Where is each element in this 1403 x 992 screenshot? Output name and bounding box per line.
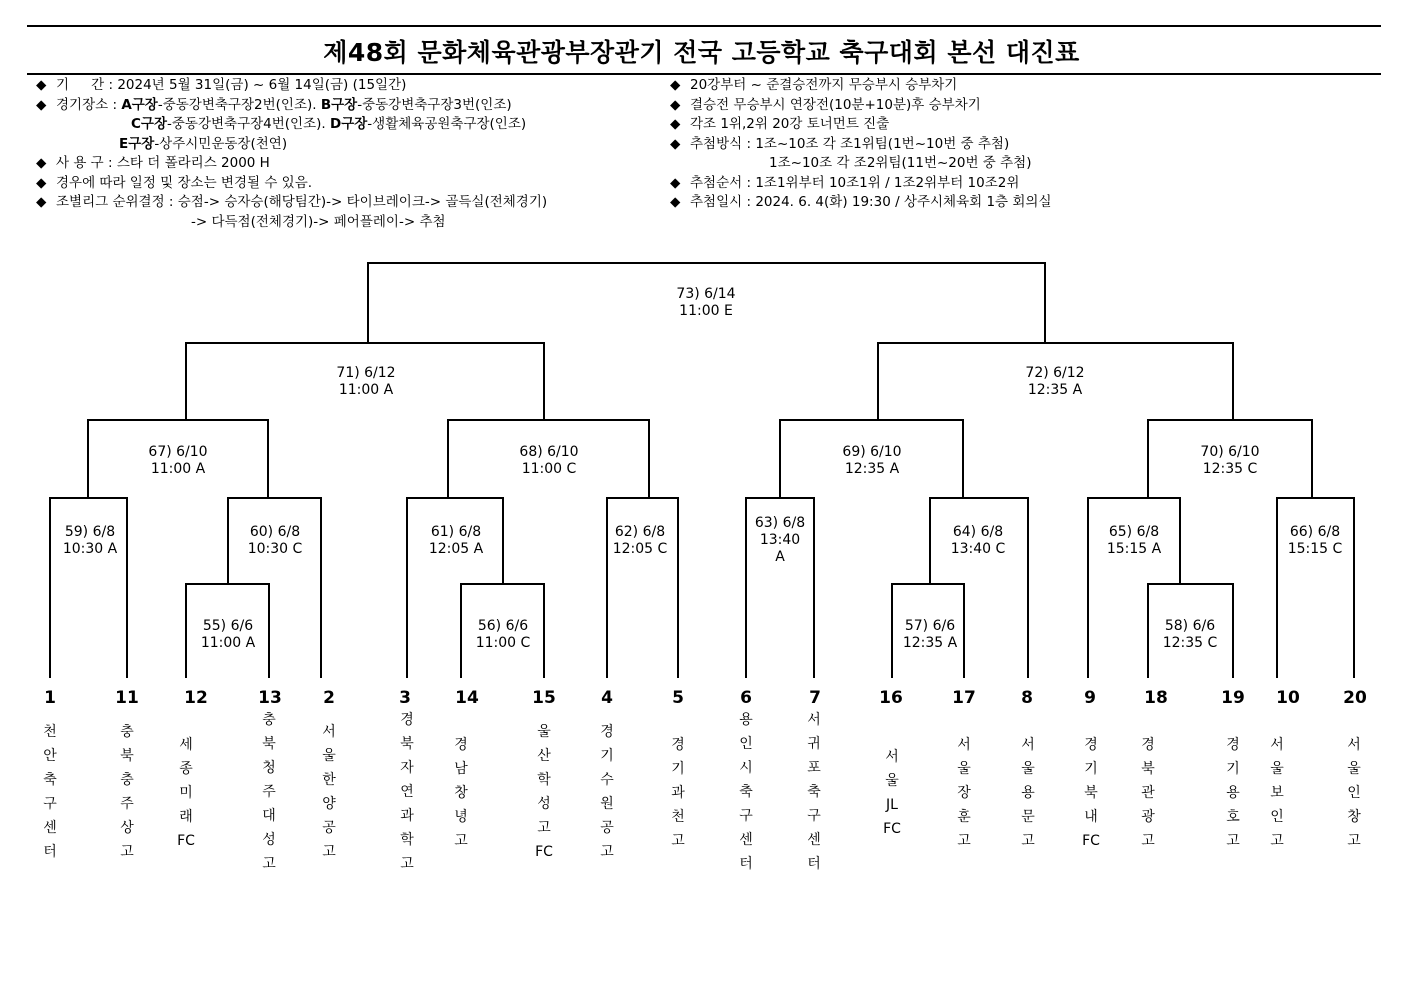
team-name-char: 북 [120, 748, 134, 764]
seed-number: 6 [740, 688, 752, 708]
team-name-char: 용 [739, 712, 753, 728]
match-time-venue: 12:35 C [1202, 461, 1258, 477]
team-name-char: 축 [739, 784, 753, 800]
team-name-char: 구 [739, 808, 753, 824]
diamond-icon: ◆ [670, 194, 681, 210]
team-name-char: 충 [120, 772, 134, 788]
team-name-char: 호 [1226, 809, 1240, 825]
match-number-date: 56) 6/6 [477, 618, 529, 634]
team-name-char: 광 [1141, 809, 1155, 825]
info-notice: ◆ 경우에 따라 일정 및 장소는 변경될 수 있음. [36, 174, 547, 194]
team-name [1133, 733, 1163, 853]
info-draw-date: ◆ 추첨일시 : 2024. 6. 4(화) 19:30 / 상주시체육회 1층 회의실 [670, 193, 1052, 213]
team-name [1339, 733, 1369, 853]
team-name-char: 울 [322, 748, 336, 764]
team-name-char: 축 [43, 772, 57, 788]
info-advance: ◆ 각조 1위,2위 20강 토너먼트 진출 [670, 115, 1052, 135]
team-name-char: 문 [1021, 809, 1035, 825]
team-name-char: 고 [671, 833, 685, 849]
team-name-char: 고 [120, 844, 134, 860]
match-time-venue: 11:00 C [475, 635, 531, 651]
team-name-char: 서 [1270, 737, 1284, 753]
seed-number: 9 [1084, 688, 1096, 708]
team-name-char: 용 [1021, 785, 1035, 801]
info-shootout: ◆ 20강부터 ~ 준결승전까지 무승부시 승부차기 [670, 76, 1052, 96]
team-name-char: 센 [43, 820, 57, 836]
team-name-char: 창 [1347, 809, 1361, 825]
match-time-venue: 15:15 A [1106, 541, 1162, 557]
team-name-char: 서 [322, 724, 336, 740]
info-venues: ◆ 경기장소 : A구장-중동강변축구장2번(인조). B구장-중동강변축구장3번(인조) [36, 96, 547, 116]
team-name-char: FC [1082, 833, 1100, 849]
match-time-venue: 11:00 A [200, 635, 256, 651]
match-time-venue: 12:05 C [612, 541, 668, 557]
info-venues-line2: C구장-중동강변축구장4번(인조). D구장-생활체육공원축구장(인조) [131, 116, 527, 132]
seed-number: 5 [672, 688, 684, 708]
seed-number: 19 [1221, 688, 1245, 708]
team-name-char: 경 [1084, 737, 1098, 753]
team-name-char: 경 [454, 737, 468, 753]
seed-number: 4 [601, 688, 613, 708]
match-number-date: 72) 6/12 [1025, 365, 1085, 381]
team-name-char: 울 [537, 724, 551, 740]
team-name-char: 충 [120, 724, 134, 740]
diamond-icon: ◆ [36, 194, 47, 210]
match-number-date: 64) 6/8 [952, 524, 1004, 540]
match-time-venue: 12:35 A [1027, 382, 1083, 398]
seed-number: 1 [44, 688, 56, 708]
team-name-char: 울 [1347, 761, 1361, 777]
team-name-char: 한 [322, 772, 336, 788]
team-name-char: 기 [1226, 761, 1240, 777]
match-time-venue: 15:15 C [1287, 541, 1343, 557]
team-name-char: JL [886, 797, 898, 813]
team-name [1218, 733, 1248, 853]
team-name-char: 공 [600, 820, 614, 836]
team-name-char: 고 [957, 833, 971, 849]
match-number-date: 68) 6/10 [519, 444, 579, 460]
team-name-char: 남 [454, 761, 468, 777]
team-name-char: 경 [1141, 737, 1155, 753]
diamond-icon: ◆ [36, 155, 47, 171]
team-name-char: 울 [957, 761, 971, 777]
match-number-date: 60) 6/8 [249, 524, 301, 540]
match-time-venue: 11:00 C [521, 461, 577, 477]
diamond-icon: ◆ [670, 96, 681, 113]
team-name-char: 귀 [807, 736, 821, 752]
team-name-char: 북 [1084, 785, 1098, 801]
team-name-char: 창 [454, 785, 468, 801]
team-name-char: 청 [262, 760, 276, 776]
team-name [949, 733, 979, 853]
team-name-char: 고 [400, 856, 414, 872]
team-name-char: 축 [807, 784, 821, 800]
team-name [799, 708, 829, 876]
team-name-char: 고 [1270, 833, 1284, 849]
team-name-char: 고 [1347, 833, 1361, 849]
team-name-char: 울 [885, 773, 899, 789]
team-name-char: 안 [43, 748, 57, 764]
team-name-char: 학 [537, 772, 551, 788]
team-name [877, 745, 907, 841]
team-name-char: 미 [179, 785, 193, 801]
team-name-char: 경 [671, 737, 685, 753]
team-name-char: 기 [600, 748, 614, 764]
team-name-char: 고 [1021, 833, 1035, 849]
team-name-char: 보 [1270, 785, 1284, 801]
match-number-date: 66) 6/8 [1289, 524, 1341, 540]
team-name-char: 서 [1347, 737, 1361, 753]
team-name-char: 상 [120, 820, 134, 836]
team-name-char: 수 [600, 772, 614, 788]
info-final-rule: ◆ 결승전 무승부시 연장전(10분+10분)후 승부차기 [670, 96, 1052, 116]
team-name-char: 세 [179, 737, 193, 753]
team-name-char: 센 [739, 832, 753, 848]
diamond-icon: ◆ [36, 174, 47, 191]
team-name [254, 708, 284, 876]
team-name [1262, 733, 1292, 853]
team-name-char: 터 [43, 844, 57, 860]
match-venue: A [775, 549, 785, 565]
team-name [314, 720, 344, 864]
team-name-char: 구 [807, 808, 821, 824]
team-name-char: 서 [1021, 737, 1035, 753]
team-name-char: 북 [262, 736, 276, 752]
match-time-venue: 13:40 C [950, 541, 1006, 557]
match-time-venue: 11:00 A [338, 382, 394, 398]
match-number-date: 71) 6/12 [336, 365, 396, 381]
info-venues-line3: E구장-상주시민운동장(천연) [119, 135, 288, 152]
seed-number: 16 [879, 688, 903, 708]
seed-number: 3 [399, 688, 411, 708]
team-name-char: 경 [400, 712, 414, 728]
info-ball: ◆ 사 용 구 : 스타 더 폴라리스 2000 H [36, 154, 547, 174]
seed-number: 13 [258, 688, 282, 708]
match-number-date: 57) 6/6 [904, 618, 956, 634]
match-time-venue: 12:35 A [844, 461, 900, 477]
team-name [35, 720, 65, 864]
diamond-icon: ◆ [36, 96, 47, 113]
team-name-char: 기 [671, 761, 685, 777]
info-draw-method: ◆ 추첨방식 : 1조~10조 각 조1위팀(1번~10번 중 추첨) [670, 135, 1052, 155]
team-name-char: 울 [1021, 761, 1035, 777]
team-name-char: 센 [807, 832, 821, 848]
match-number-date: 67) 6/10 [148, 444, 208, 460]
team-name-char: 용 [1226, 785, 1240, 801]
team-name-char: 내 [1084, 809, 1098, 825]
diamond-icon: ◆ [670, 174, 681, 191]
team-name-char: 녕 [454, 809, 468, 825]
match-time-venue: 12:05 A [428, 541, 484, 557]
match-number-date: 58) 6/6 [1164, 618, 1216, 634]
team-name [446, 733, 476, 853]
team-name-char: 서 [957, 737, 971, 753]
seed-number: 15 [532, 688, 556, 708]
team-name-char: 터 [807, 856, 821, 872]
team-name-char: 시 [739, 760, 753, 776]
team-name-char: 공 [322, 820, 336, 836]
info-ranking-line2: -> 다득점(전체경기)-> 페어플레이-> 추첨 [191, 213, 446, 230]
team-name-char: 천 [43, 724, 57, 740]
match-number-date: 55) 6/6 [202, 618, 254, 634]
seed-number: 11 [115, 688, 139, 708]
team-name-char: 학 [400, 832, 414, 848]
match-time-venue: 11:00 E [679, 303, 733, 319]
team-name-char: 관 [1141, 785, 1155, 801]
team-name-char: 과 [400, 808, 414, 824]
seed-number: 17 [952, 688, 976, 708]
team-name-char: 연 [400, 784, 414, 800]
team-name-char: 성 [537, 796, 551, 812]
seed-number: 18 [1144, 688, 1168, 708]
team-name-char: 성 [262, 832, 276, 848]
team-name [171, 733, 201, 853]
team-name-char: 인 [1347, 785, 1361, 801]
team-name-char: 고 [454, 833, 468, 849]
team-name-char: 산 [537, 748, 551, 764]
match-number-date: 59) 6/8 [64, 524, 116, 540]
match-number-date: 69) 6/10 [842, 444, 902, 460]
team-name-char: 고 [600, 844, 614, 860]
team-name-char: 훈 [957, 809, 971, 825]
page-title: 제48회 문화체육관광부장관기 전국 고등학교 축구대회 본선 대진표 [323, 38, 1080, 67]
info-ranking: ◆ 조별리그 순위결정 : 승점-> 승자승(해당팀간)-> 타이브레이크-> 골득실(전체경기) [36, 193, 547, 213]
team-name [112, 720, 142, 864]
match-number-date: 63) 6/8 [754, 515, 806, 531]
diamond-icon: ◆ [670, 77, 681, 93]
team-name-char: 래 [179, 809, 193, 825]
team-name-char: 주 [120, 796, 134, 812]
team-name-char: FC [177, 833, 195, 849]
team-name-char: 종 [179, 761, 193, 777]
seed-number: 14 [455, 688, 479, 708]
team-name-char: 인 [1270, 809, 1284, 825]
team-name-char: 대 [262, 808, 276, 824]
team-name-char: 고 [1141, 833, 1155, 849]
info-period: ◆ 기 간 : 2024년 5월 31일(금) ~ 6월 14일(금) (15일간) [36, 76, 547, 96]
team-name-char: 기 [1084, 761, 1098, 777]
team-name-char: FC [883, 821, 901, 837]
match-number-date: 62) 6/8 [614, 524, 666, 540]
team-name-char: 양 [322, 796, 336, 812]
info-draw-order: ◆ 추첨순서 : 1조1위부터 10조1위 / 1조2위부터 10조2위 [670, 174, 1052, 194]
seed-number: 12 [184, 688, 208, 708]
diamond-icon: ◆ [36, 77, 47, 93]
info-draw-method-line2: 1조~10조 각 조2위팀(11번~20번 중 추첨) [769, 155, 1032, 171]
team-name-char: 주 [262, 784, 276, 800]
team-name-char: 경 [600, 724, 614, 740]
team-name [663, 733, 693, 853]
match-time-venue: 13:40 [759, 532, 801, 548]
team-name-char: 터 [739, 856, 753, 872]
match-time-venue: 11:00 A [150, 461, 206, 477]
seed-number: 8 [1021, 688, 1033, 708]
match-time-venue: 12:35 A [902, 635, 958, 651]
team-name [731, 708, 761, 876]
team-name-char: 충 [262, 712, 276, 728]
seed-number: 7 [809, 688, 821, 708]
team-name-char: 경 [1226, 737, 1240, 753]
team-name-char: 고 [537, 820, 551, 836]
team-name-char: FC [535, 844, 553, 860]
seed-number: 2 [323, 688, 335, 708]
team-name-char: 자 [400, 760, 414, 776]
match-number-date: 65) 6/8 [1108, 524, 1160, 540]
diamond-icon: ◆ [670, 116, 681, 132]
team-name-char: 서 [807, 712, 821, 728]
team-name-char: 북 [400, 736, 414, 752]
match-time-venue: 10:30 C [247, 541, 303, 557]
team-name [1076, 733, 1106, 853]
match-time-venue: 10:30 A [62, 541, 118, 557]
seed-number: 20 [1343, 688, 1367, 708]
team-name-char: 북 [1141, 761, 1155, 777]
team-name [529, 720, 559, 864]
team-name-char: 천 [671, 809, 685, 825]
team-name-char: 원 [600, 796, 614, 812]
match-time-venue: 12:35 C [1162, 635, 1218, 651]
match-number-date: 61) 6/8 [430, 524, 482, 540]
team-name-char: 울 [1270, 761, 1284, 777]
team-name [1013, 733, 1043, 853]
seed-number: 10 [1276, 688, 1300, 708]
team-name-char: 고 [322, 844, 336, 860]
team-name-char: 구 [43, 796, 57, 812]
team-name [392, 708, 422, 876]
team-name-char: 과 [671, 785, 685, 801]
match-number-date: 73) 6/14 [676, 286, 736, 302]
diamond-icon: ◆ [670, 135, 681, 152]
team-name-char: 고 [1226, 833, 1240, 849]
team-name-char: 인 [739, 736, 753, 752]
team-name-char: 고 [262, 856, 276, 872]
team-name-char: 장 [957, 785, 971, 801]
team-name-char: 포 [807, 760, 821, 776]
team-name [592, 720, 622, 864]
match-number-date: 70) 6/10 [1200, 444, 1260, 460]
team-name-char: 서 [885, 749, 899, 765]
